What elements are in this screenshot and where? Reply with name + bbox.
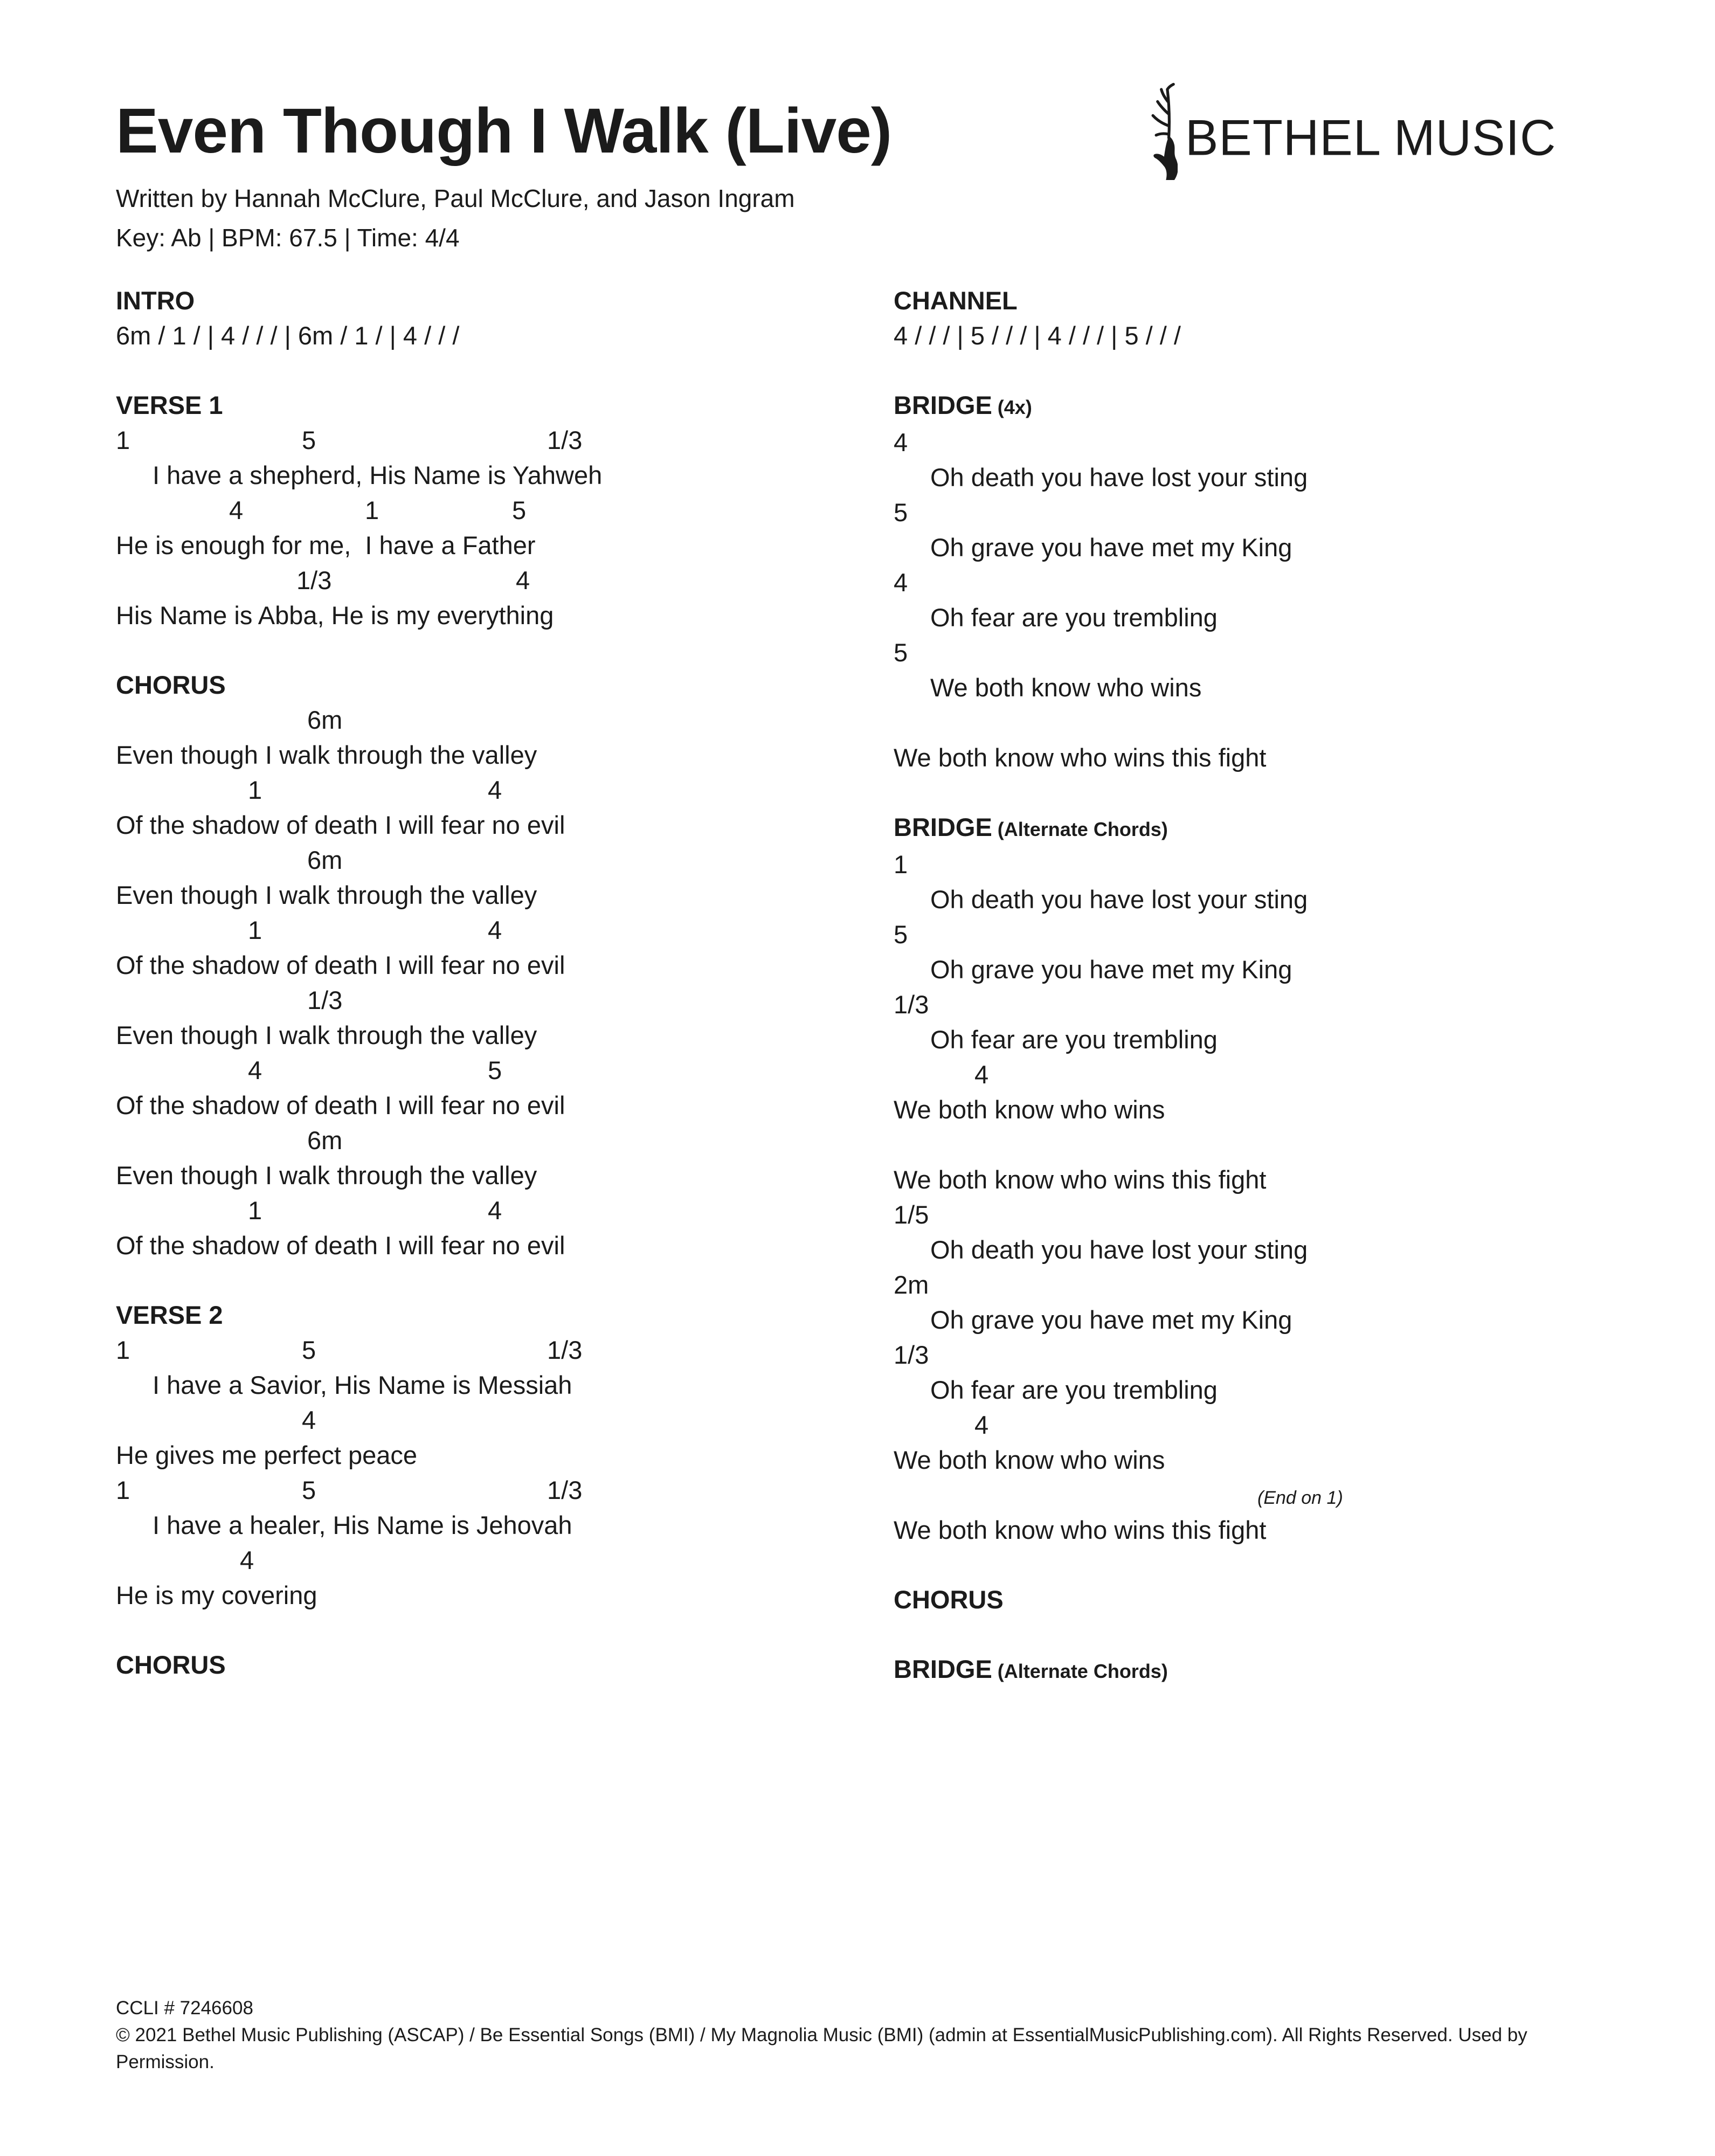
songwriters-byline: Written by Hannah McClure, Paul McClure, and Jason Ingram xyxy=(116,184,795,212)
lyric-line xyxy=(894,740,1691,775)
lyric-line xyxy=(894,1022,1691,1057)
lyric-text: Oh death you have lost your sting xyxy=(930,885,1308,914)
section-header xyxy=(116,1297,914,1332)
song-section xyxy=(116,283,914,353)
chord: 4 xyxy=(229,496,244,524)
lyric-text: We both know who wins xyxy=(930,673,1202,702)
lyric-line xyxy=(894,1302,1691,1337)
chord: 1/3 xyxy=(894,990,929,1019)
chord-line xyxy=(116,423,914,458)
chord: 4 xyxy=(248,1056,262,1084)
section-qualifier: (Alternate Chords) xyxy=(992,818,1168,840)
lyric-text: Oh grave you have met my King xyxy=(930,955,1292,984)
chord: 1/3 xyxy=(296,566,332,595)
lyric-text: Of the shadow of death I will fear no evil xyxy=(116,1231,565,1260)
copyright-line: © 2021 Bethel Music Publishing (ASCAP) / Be Essential Songs (BMI) / My Magnolia Music (BMI) (admin at EssentialMusicPublishing.com). All Rights Reserved. Used by xyxy=(116,2024,1527,2046)
section-header-label: CHANNEL xyxy=(894,286,1018,315)
lyric-line xyxy=(894,1092,1691,1127)
chord: 1/3 xyxy=(547,1336,583,1364)
section-header xyxy=(894,388,1691,425)
chord: 5 xyxy=(894,638,908,667)
chord: 6m xyxy=(307,706,343,734)
lyric-text: Even though I walk through the valley xyxy=(116,1161,537,1190)
song-section xyxy=(894,283,1691,353)
chord-line xyxy=(894,495,1691,530)
section-header-label: CHORUS xyxy=(894,1585,1004,1614)
chord: 1/3 xyxy=(547,426,583,454)
section-header xyxy=(894,810,1691,847)
lyric-text: We both know who wins this fight xyxy=(894,1516,1267,1544)
lyric-text: He is my covering xyxy=(116,1581,317,1609)
lyric-text: He is enough for me, I have a Father xyxy=(116,531,536,559)
section-qualifier: (4x) xyxy=(992,396,1032,418)
lyric-line xyxy=(116,948,914,983)
lyric-text: Even though I walk through the valley xyxy=(116,1021,537,1049)
lyric-text: Oh death you have lost your sting xyxy=(930,463,1308,492)
lyric-line xyxy=(116,1578,914,1613)
chord-line xyxy=(894,1337,1691,1372)
lyric-line xyxy=(116,877,914,913)
chord-line xyxy=(894,565,1691,600)
lyric-text: Oh fear are you trembling xyxy=(930,603,1218,632)
chord: 4 xyxy=(302,1406,316,1434)
chord: 6m xyxy=(307,1126,343,1155)
lyric-text: Oh grave you have met my King xyxy=(930,1305,1292,1334)
chord: 1 xyxy=(116,1476,130,1504)
chord-line xyxy=(116,983,914,1018)
chord-line xyxy=(116,842,914,877)
key-bpm-time-line: Key: Ab | BPM: 67.5 | Time: 4/4 xyxy=(116,224,460,252)
lyric-line xyxy=(116,1228,914,1263)
chord: 4 xyxy=(974,1060,989,1089)
chord: 5 xyxy=(512,496,527,524)
chord-line xyxy=(894,1407,1691,1442)
chord: 1 xyxy=(248,776,262,804)
chord-line xyxy=(116,493,914,528)
lyric-text: Of the shadow of death I will fear no evil xyxy=(116,1091,565,1120)
lyric-line xyxy=(894,952,1691,987)
section-header xyxy=(116,1647,914,1682)
song-section xyxy=(116,1297,914,1613)
chord: 1/3 xyxy=(307,986,343,1014)
chord: 4 xyxy=(488,1196,502,1225)
lyric-line xyxy=(116,1088,914,1123)
lyric-line xyxy=(894,1372,1691,1407)
chord-line xyxy=(116,1473,914,1508)
lyric-line xyxy=(894,600,1691,635)
chord-line xyxy=(116,1193,914,1228)
lyric-line xyxy=(894,1442,1691,1477)
chord-line xyxy=(116,772,914,807)
chord: 5 xyxy=(488,1056,502,1084)
chord: 2m xyxy=(894,1270,929,1299)
section-header xyxy=(116,667,914,702)
lyric-line xyxy=(116,1508,914,1543)
section-header-label: VERSE 2 xyxy=(116,1301,223,1329)
lyric-text: I have a Savior, His Name is Messiah xyxy=(153,1371,572,1399)
lyric-line xyxy=(116,1018,914,1053)
chord-line xyxy=(116,913,914,948)
lyric-line xyxy=(894,1162,1691,1197)
lyric-line xyxy=(116,528,914,563)
brand-wordmark: BETHEL MUSIC xyxy=(1185,109,1557,167)
blank-line xyxy=(894,705,1691,740)
section-header-label: CHORUS xyxy=(116,1650,226,1679)
lyric-text: Even though I walk through the valley xyxy=(116,741,537,769)
section-header xyxy=(894,1582,1691,1617)
section-header-label: VERSE 1 xyxy=(116,391,223,419)
chord-line xyxy=(894,1197,1691,1232)
ccli-number: CCLI # 7246608 xyxy=(116,1998,253,2019)
chord: 1 xyxy=(894,850,908,879)
song-section xyxy=(894,1651,1691,1689)
lyric-line xyxy=(894,530,1691,565)
chord: 4 xyxy=(488,776,502,804)
section-header xyxy=(894,283,1691,318)
section-header-label: CHORUS xyxy=(116,671,226,699)
lyric-line xyxy=(116,1158,914,1193)
lyric-line xyxy=(116,458,914,493)
chord-progression-line xyxy=(116,318,914,353)
chord: 5 xyxy=(302,426,316,454)
chord: 5 xyxy=(894,920,908,949)
song-section xyxy=(116,667,914,1263)
chord-line xyxy=(116,1123,914,1158)
performance-note-text: (End on 1) xyxy=(1257,1488,1343,1508)
chord: 4 xyxy=(516,566,530,595)
lyric-line xyxy=(116,1438,914,1473)
section-header-label: BRIDGE xyxy=(894,1655,992,1683)
section-header xyxy=(894,1651,1691,1689)
lyric-line xyxy=(116,1367,914,1402)
chord: 4 xyxy=(488,916,502,944)
lyric-text: He gives me perfect peace xyxy=(116,1441,418,1469)
lyric-line xyxy=(894,460,1691,495)
chord: 1/3 xyxy=(547,1476,583,1504)
section-header-label: INTRO xyxy=(116,286,195,315)
lyric-text: Oh death you have lost your sting xyxy=(930,1235,1308,1264)
chord: 1 xyxy=(248,1196,262,1225)
lyric-text: Of the shadow of death I will fear no evil xyxy=(116,951,565,979)
song-section xyxy=(116,388,914,633)
song-section xyxy=(116,1647,914,1682)
lyric-text: I have a healer, His Name is Jehovah xyxy=(153,1511,572,1539)
column-left xyxy=(116,283,914,1682)
lyric-text: We both know who wins this fight xyxy=(894,1165,1267,1194)
lyric-text: We both know who wins xyxy=(894,1095,1165,1124)
lyric-text: Oh grave you have met my King xyxy=(930,533,1292,562)
chord-line xyxy=(116,1332,914,1367)
chord-line xyxy=(116,1053,914,1088)
song-title: Even Though I Walk (Live) xyxy=(116,95,892,167)
stag-antlers-icon xyxy=(1150,82,1178,180)
lyric-line xyxy=(116,807,914,842)
lyric-line xyxy=(116,598,914,633)
lyric-text: Oh fear are you trembling xyxy=(930,1376,1218,1404)
chord-line xyxy=(894,917,1691,952)
copyright-line: Permission. xyxy=(116,2051,215,2072)
lyric-text: His Name is Abba, He is my everything xyxy=(116,601,554,630)
chord-line xyxy=(116,1402,914,1438)
song-section xyxy=(894,388,1691,775)
chord: 4 xyxy=(894,568,908,597)
song-section xyxy=(894,1582,1691,1617)
lyric-text: I have a shepherd, His Name is Yahweh xyxy=(153,461,603,489)
chord-line xyxy=(894,847,1691,882)
chord: 1/5 xyxy=(894,1200,929,1229)
column-right xyxy=(894,283,1691,1689)
lyric-text: We both know who wins xyxy=(894,1446,1165,1474)
performance-note xyxy=(894,1477,1691,1512)
chord-progression-text: 6m / 1 / | 4 / / / | 6m / 1 / | 4 / / / xyxy=(116,321,460,350)
chord-line xyxy=(116,702,914,737)
chord: 5 xyxy=(302,1476,316,1504)
chord: 4 xyxy=(894,428,908,457)
section-qualifier: (Alternate Chords) xyxy=(992,1660,1168,1682)
chord: 1 xyxy=(365,496,379,524)
footer xyxy=(116,1995,1609,2076)
chord-line xyxy=(894,1267,1691,1302)
chord-line xyxy=(894,425,1691,460)
bethel-music-logo xyxy=(1150,82,1556,180)
section-header-label: BRIDGE xyxy=(894,813,992,841)
chord-line xyxy=(116,1543,914,1578)
chord: 1/3 xyxy=(894,1340,929,1369)
chord-line xyxy=(894,635,1691,670)
lyric-text: Of the shadow of death I will fear no evil xyxy=(116,811,565,839)
chord: 5 xyxy=(894,498,908,527)
chord: 4 xyxy=(974,1411,989,1439)
chord: 6m xyxy=(307,846,343,874)
blank-line xyxy=(894,1127,1691,1162)
chord-line xyxy=(894,1057,1691,1092)
lyric-line xyxy=(894,1232,1691,1267)
lyric-text: Even though I walk through the valley xyxy=(116,881,537,909)
section-header xyxy=(116,388,914,423)
chord: 1 xyxy=(116,426,130,454)
chord-line xyxy=(894,987,1691,1022)
section-header-label: BRIDGE xyxy=(894,391,992,419)
lyric-text: We both know who wins this fight xyxy=(894,743,1267,772)
lyric-text: Oh fear are you trembling xyxy=(930,1025,1218,1054)
chord: 4 xyxy=(240,1546,254,1574)
section-header xyxy=(116,283,914,318)
lyric-line xyxy=(894,670,1691,705)
lyric-line xyxy=(894,1512,1691,1547)
chord: 1 xyxy=(116,1336,130,1364)
chord: 5 xyxy=(302,1336,316,1364)
chord: 1 xyxy=(248,916,262,944)
chord-line xyxy=(116,563,914,598)
chord-progression-text: 4 / / / | 5 / / / | 4 / / / | 5 / / / xyxy=(894,321,1181,350)
lyric-line xyxy=(894,882,1691,917)
song-section xyxy=(894,810,1691,1547)
chord-progression-line xyxy=(894,318,1691,353)
lyric-line xyxy=(116,737,914,772)
